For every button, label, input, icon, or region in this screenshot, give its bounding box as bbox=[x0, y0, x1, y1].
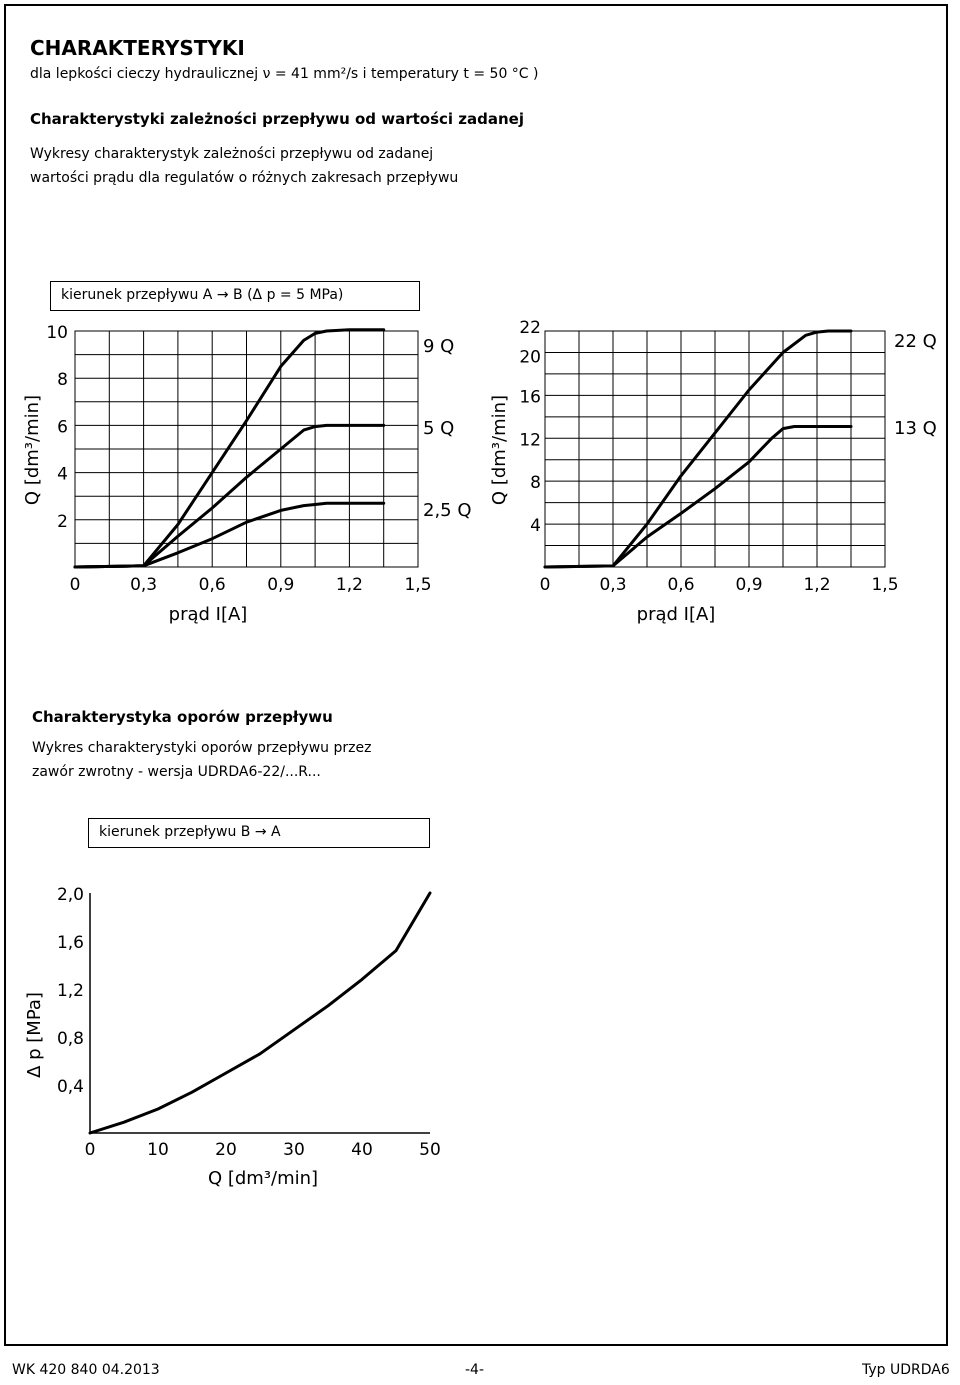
chart-2-series-line bbox=[90, 893, 430, 1133]
chart-1-y-tick-label: 8 bbox=[530, 473, 541, 494]
chart-1-x-tick-label: 0,9 bbox=[735, 575, 763, 595]
chart-1-y-tick-label: 22 bbox=[519, 318, 541, 338]
chart-0-series-line bbox=[75, 503, 384, 567]
chart-2-x-tick-label: 40 bbox=[351, 1140, 373, 1160]
footer-type: Typ UDRDA6 bbox=[862, 1362, 950, 1378]
chart-2-x-tick-label: 20 bbox=[215, 1140, 237, 1160]
chart-1-series-label: 13 Q bbox=[894, 418, 937, 439]
chart-2-y-tick-label: 0,8 bbox=[56, 1029, 84, 1049]
chart-1-y-axis-label: Q [dm³/min] bbox=[489, 394, 510, 506]
flow-direction-box-ab: kierunek przepływu A → B (Δ p = 5 MPa) bbox=[50, 281, 420, 311]
chart-2-y-tick-label: 0,4 bbox=[56, 1077, 84, 1097]
chart-0-y-tick-label: 10 bbox=[46, 323, 68, 343]
chart-1-y-tick-label: 12 bbox=[519, 430, 541, 451]
chart-1-y-tick-label: 20 bbox=[519, 347, 541, 368]
chart-0-x-tick-label: 1,5 bbox=[404, 575, 432, 595]
section2-desc-line1: Wykres charakterystyki oporów przepływu przez bbox=[32, 740, 372, 756]
chart-1-x-axis-label: prąd I[A] bbox=[636, 604, 716, 625]
chart-0-series-label: 9 Q bbox=[423, 336, 455, 357]
chart-0-y-tick-label: 2 bbox=[57, 511, 68, 532]
chart-2-x-tick-label: 50 bbox=[419, 1140, 441, 1160]
footer-page-number: -4- bbox=[465, 1362, 485, 1378]
chart-1-x-tick-label: 0,3 bbox=[599, 575, 627, 595]
chart-0-x-tick-label: 0,6 bbox=[198, 575, 226, 595]
flow-direction-box-ba: kierunek przepływu B → A bbox=[88, 818, 430, 848]
chart-1-y-tick-label: 4 bbox=[530, 516, 541, 537]
chart-1-x-tick-label: 0 bbox=[539, 575, 551, 595]
footer-doc-id: WK 420 840 04.2013 bbox=[12, 1362, 160, 1378]
chart-2-y-tick-label: 1,2 bbox=[56, 981, 84, 1001]
chart-1-x-tick-label: 1,5 bbox=[871, 575, 899, 595]
chart-0-series-label: 2,5 Q bbox=[423, 500, 472, 521]
chart-2-x-tick-label: 0 bbox=[84, 1140, 96, 1160]
chart-0-y-tick-label: 4 bbox=[57, 464, 68, 485]
chart-0-x-tick-label: 0,3 bbox=[130, 575, 158, 595]
chart-2-y-tick-label: 2,0 bbox=[56, 885, 84, 905]
chart-1-series-line bbox=[545, 331, 851, 567]
chart-0-x-tick-label: 0,9 bbox=[267, 575, 295, 595]
section1-desc-line1: Wykresy charakterystyk zależności przepływu od zadanej bbox=[30, 146, 434, 162]
chart-1-y-tick-label: 16 bbox=[519, 387, 541, 408]
section1-heading: Charakterystyki zależności przepływu od wartości zadanej bbox=[30, 110, 524, 128]
chart-0-y-tick-label: 6 bbox=[57, 417, 68, 438]
chart-0-y-axis-label: Q [dm³/min] bbox=[22, 394, 43, 506]
chart-0-x-tick-label: 1,2 bbox=[335, 575, 363, 595]
section2-desc-line2: zawór zwrotny - wersja UDRDA6-22/...R... bbox=[32, 764, 321, 780]
chart-2-x-axis-label: Q [dm³/min] bbox=[207, 1168, 319, 1189]
chart-0-x-tick-label: 0 bbox=[69, 575, 81, 595]
chart-2-x-tick-label: 30 bbox=[283, 1140, 305, 1160]
chart-1-x-tick-label: 1,2 bbox=[803, 575, 831, 595]
chart-2-y-tick-label: 1,6 bbox=[56, 933, 84, 953]
page-subtitle: dla lepkości cieczy hydraulicznej ν = 41 mm²/s i temperatury t = 50 °C ) bbox=[30, 66, 539, 82]
chart-2-x-tick-label: 10 bbox=[147, 1140, 169, 1160]
page-title: CHARAKTERYSTYKI bbox=[30, 36, 245, 60]
section1-desc-line2: wartości prądu dla regulatów o różnych zakresach przepływu bbox=[30, 170, 459, 186]
chart-0-y-tick-label: 8 bbox=[57, 370, 68, 391]
section2-heading: Charakterystyka oporów przepływu bbox=[32, 708, 333, 726]
chart-0-series-label: 5 Q bbox=[423, 418, 455, 439]
chart-2-y-axis-label: Δ p [MPa] bbox=[24, 992, 45, 1078]
chart-1-x-tick-label: 0,6 bbox=[667, 575, 695, 595]
chart-0-x-axis-label: prąd I[A] bbox=[168, 604, 248, 625]
chart-1-series-label: 22 Q bbox=[894, 331, 937, 352]
